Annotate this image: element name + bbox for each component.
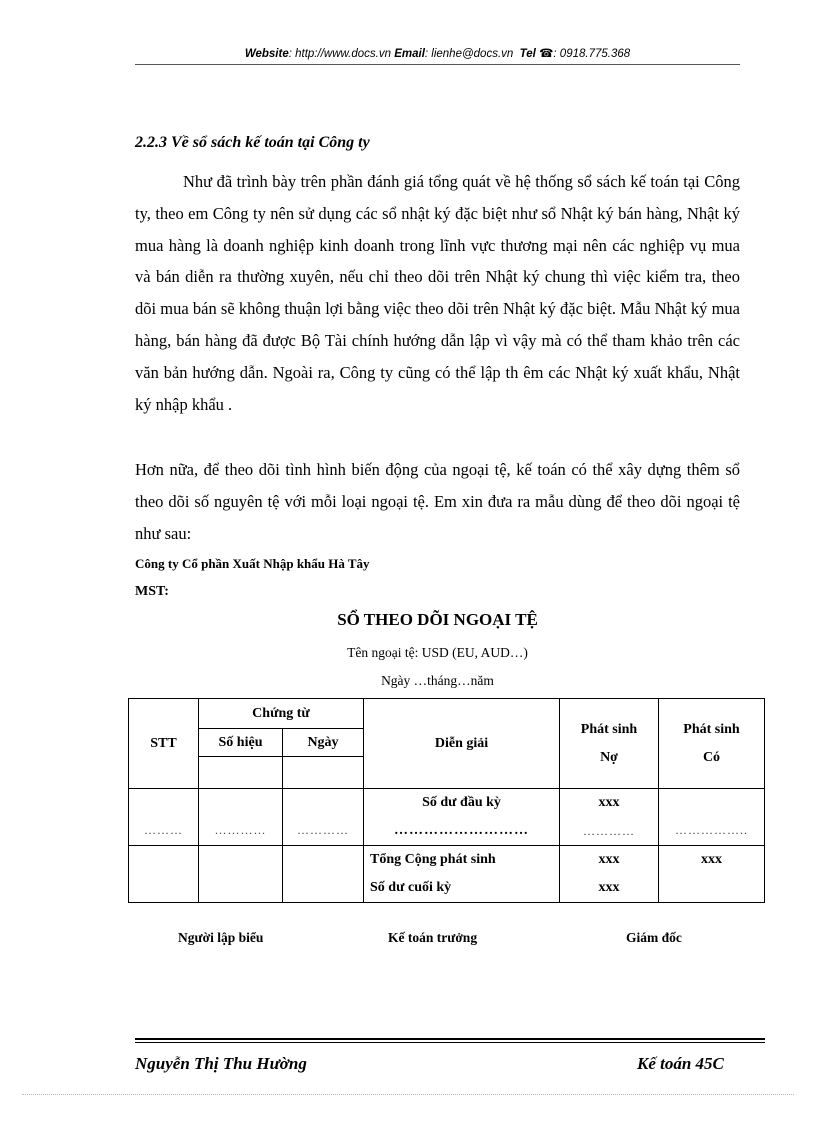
dots-so-hieu: ………… (199, 789, 283, 846)
form-title: SỔ THEO DÕI NGOẠI TỆ (337, 610, 538, 629)
header-phat-sinh-co-line2: Có (702, 749, 721, 765)
footer-class: Kế toán 45C (637, 1054, 724, 1073)
header-stt: STT (129, 699, 199, 789)
ledger-table (128, 698, 765, 903)
currency-line: Tên ngoại tệ: USD (EU, AUD…) (347, 645, 528, 660)
dots-ngay: ………… (283, 789, 364, 846)
website-label: Website (244, 48, 289, 60)
table-row (129, 846, 765, 903)
email-label: Email (394, 48, 425, 60)
opening-balance-cell (364, 789, 560, 846)
header-phat-sinh-no-line2: Nợ (600, 749, 618, 765)
totals-co-cell (659, 846, 765, 903)
email-value[interactable]: : lienhe@docs.vn (424, 48, 514, 60)
closing-no: xxx (598, 880, 620, 895)
signature-director: Giám đốc (626, 930, 682, 945)
closing-balance-label: Số dư cuối kỳ (370, 880, 452, 895)
empty-ngay (283, 846, 364, 903)
header-phat-sinh-co-line1: Phát sinh (683, 721, 740, 737)
page-header (135, 46, 740, 60)
header-ngay: Ngày (283, 729, 364, 757)
opening-balance-label: Số dư đầu kỳ (422, 795, 501, 810)
header-phat-sinh-co (659, 699, 765, 789)
footer-divider-thin (135, 1042, 765, 1043)
totals-no-cell (560, 846, 659, 903)
total-co: xxx (701, 852, 722, 867)
signature-preparer: Người lập biểu (178, 930, 264, 945)
header-so-hieu: Số hiệu (199, 729, 283, 757)
dots-no: ………… (583, 824, 635, 838)
header-phat-sinh-no-line1: Phát sinh (580, 721, 638, 737)
phone-icon: ☎ (539, 48, 554, 60)
header-dien-giai: Diễn giải (364, 699, 560, 789)
tax-code-label: MST: (135, 584, 169, 599)
header-divider (135, 64, 740, 65)
header-phat-sinh-no (560, 699, 659, 789)
paragraph-1: Như đã trình bày trên phần đánh giá tổng quát về hệ thống sổ sách kế toán tại Công ty, theo em Công ty nên sử dụng các sổ nhật ký đặc biệt như sổ Nhật ký bán hàng, Nhật ký mua hàng là doanh nghiệp kinh doanh trong lĩnh vực thương mại nên các nghiệp vụ mua và bán diễn ra thường xuyên, nếu chỉ theo dõi trên Nhật ký chung thì việc kiểm tra, theo dõi mua bán sẽ không thuận lợi bằng việc theo dõi trên Nhật ký đặc biệt. Mẫu Nhật ký mua hàng, bán hàng đã được Bộ Tài chính hướng dẫn lập vì vậy mà có thể tham khảo trên các văn bản hướng dẫn. Ngoài ra, Công ty cũng có thể lập th êm các Nhật ký xuất khẩu, Nhật ký nhập khẩu . (135, 172, 740, 414)
tel-value: : 0918.775.368 (553, 48, 631, 60)
dots-co: …………….. (659, 789, 765, 846)
footer-author: Nguyễn Thị Thu Hường (135, 1054, 307, 1073)
company-name: Công ty Cổ phần Xuất Nhập khẩu Hà Tây (135, 556, 370, 571)
dien-giai-dots: ……………………… (394, 823, 529, 838)
tel-label: Tel (519, 48, 536, 60)
signature-chief-accountant: Kế toán trưởng (388, 930, 478, 945)
date-line: Ngày …tháng…năm (381, 673, 494, 688)
empty-so-hieu (199, 846, 283, 903)
website-url[interactable]: : http://www.docs.vn (288, 48, 391, 60)
header-chung-tu: Chứng từ (199, 699, 364, 729)
total-no: xxx (598, 852, 620, 867)
section-title: 2.2.3 Về sổ sách kế toán tại Công ty (135, 134, 370, 151)
opening-balance-no-cell (560, 789, 659, 846)
footer-divider-thick (135, 1038, 765, 1040)
table-header-row (129, 699, 765, 729)
opening-balance-no: xxx (598, 795, 620, 810)
paragraph-2: Hơn nữa, để theo dõi tình hình biến động của ngoại tệ, kế toán có thể xây dựng thêm sổ theo dõi số nguyên tệ với mỗi loại ngoại tệ. Em xin đưa ra mẫu dùng để theo dõi ngoại tệ như sau: (135, 460, 740, 543)
totals-cell (364, 846, 560, 903)
page-bottom-border (22, 1094, 794, 1095)
table-row (129, 789, 765, 846)
dots-stt: ……… (129, 789, 199, 846)
empty-stt (129, 846, 199, 903)
total-label: Tổng Cộng phát sinh (370, 852, 496, 867)
